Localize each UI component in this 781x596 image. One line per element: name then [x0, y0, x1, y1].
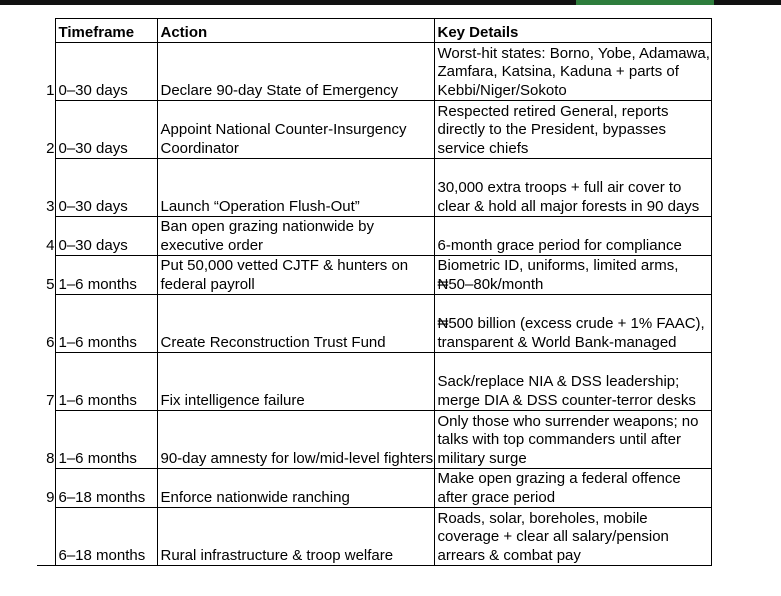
details-cell: 6-month grace period for compliance [434, 217, 711, 256]
action-cell: Ban open grazing nationwide by executive order [157, 217, 434, 256]
key-details-header: Key Details [434, 19, 711, 43]
row-number [37, 508, 55, 566]
action-plan-table [37, 18, 712, 566]
timeframe-cell: 1–6 months [55, 295, 157, 353]
details-cell: Worst-hit states: Borno, Yobe, Adamawa, Zamfara, Katsina, Kaduna + parts of Kebbi/Niger/Sokoto [434, 43, 711, 101]
details-cell: Biometric ID, uniforms, limited arms, ₦50–80k/month [434, 256, 711, 295]
row-number: 8 [37, 411, 55, 469]
action-cell: Enforce nationwide ranching [157, 469, 434, 508]
timeframe-cell: 6–18 months [55, 469, 157, 508]
row-number: 6 [37, 295, 55, 353]
action-cell: Launch “Operation Flush-Out” [157, 159, 434, 217]
action-cell: Declare 90-day State of Emergency [157, 43, 434, 101]
details-cell: Roads, solar, boreholes, mobile coverage + clear all salary/pension arrears & combat pay [434, 508, 711, 566]
details-cell: ₦500 billion (excess crude + 1% FAAC), transparent & World Bank-managed [434, 295, 711, 353]
table-row [37, 295, 711, 353]
timeframe-cell: 1–6 months [55, 256, 157, 295]
table-row [37, 43, 711, 101]
timeframe-cell: 0–30 days [55, 217, 157, 256]
top-bar [0, 0, 781, 5]
details-cell: Make open grazing a federal offence after grace period [434, 469, 711, 508]
timeframe-cell: 6–18 months [55, 508, 157, 566]
row-number: 7 [37, 353, 55, 411]
action-cell: Fix intelligence failure [157, 353, 434, 411]
timeframe-cell: 1–6 months [55, 353, 157, 411]
row-number-header [37, 19, 55, 43]
timeframe-cell: 1–6 months [55, 411, 157, 469]
top-bar-accent [576, 0, 714, 5]
row-number: 1 [37, 43, 55, 101]
row-number: 3 [37, 159, 55, 217]
action-cell: Create Reconstruction Trust Fund [157, 295, 434, 353]
timeframe-cell: 0–30 days [55, 43, 157, 101]
row-number: 9 [37, 469, 55, 508]
action-cell: Rural infrastructure & troop welfare [157, 508, 434, 566]
details-cell: 30,000 extra troops + full air cover to clear & hold all major forests in 90 days [434, 159, 711, 217]
table-row [37, 256, 711, 295]
row-number: 2 [37, 101, 55, 159]
details-cell: Only those who surrender weapons; no talks with top commanders until after military surge [434, 411, 711, 469]
row-number: 5 [37, 256, 55, 295]
action-cell: Appoint National Counter-Insurgency Coordinator [157, 101, 434, 159]
row-number: 4 [37, 217, 55, 256]
details-cell: Sack/replace NIA & DSS leadership; merge DIA & DSS counter-terror desks [434, 353, 711, 411]
table-row [37, 353, 711, 411]
action-header: Action [157, 19, 434, 43]
table-row [37, 411, 711, 469]
timeframe-cell: 0–30 days [55, 159, 157, 217]
table-row [37, 101, 711, 159]
timeframe-header: Timeframe [55, 19, 157, 43]
timeframe-cell: 0–30 days [55, 101, 157, 159]
table-row [37, 469, 711, 508]
action-cell: 90-day amnesty for low/mid-level fighters [157, 411, 434, 469]
table-row [37, 217, 711, 256]
action-cell: Put 50,000 vetted CJTF & hunters on federal payroll [157, 256, 434, 295]
table-row [37, 159, 711, 217]
details-cell: Respected retired General, reports directly to the President, bypasses service chiefs [434, 101, 711, 159]
table-row [37, 508, 711, 566]
header-row [37, 19, 711, 43]
